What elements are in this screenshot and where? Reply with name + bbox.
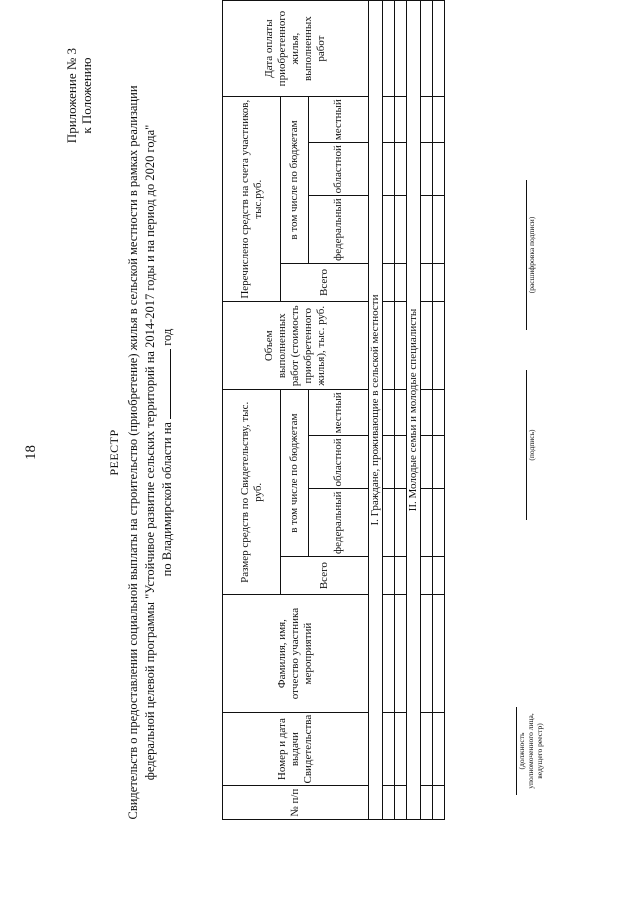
header-num: № п/п	[223, 786, 369, 820]
position-caption: (должность уполномоченного лица, ведущего реестр)	[517, 713, 544, 789]
appendix-label	[64, 48, 94, 143]
header-federal-2: федеральный	[309, 196, 369, 264]
header-including-1: в том числе по бюджетам	[281, 390, 309, 557]
header-certificate: Номер и дата выдачи Свидетельства	[223, 712, 369, 786]
year-blank[interactable]	[159, 349, 171, 419]
appendix-line-2: к Положению	[79, 57, 94, 134]
header-federal-1: федеральный	[309, 489, 369, 557]
section-row-2	[407, 1, 421, 820]
header-local-1: местный	[309, 390, 369, 436]
register-table	[222, 0, 445, 820]
appendix-line-1: Приложение № 3	[64, 48, 79, 144]
signature-block	[525, 370, 536, 520]
header-local-2: местный	[309, 97, 369, 143]
table-row	[421, 1, 433, 820]
header-full-name: Фамилия, имя, отчество участника мероприятий	[223, 595, 369, 712]
section-1-title: I. Граждане, проживающие в сельской местности	[369, 1, 383, 820]
table-row	[383, 1, 395, 820]
table-row	[395, 1, 407, 820]
register-subtitle	[125, 40, 176, 865]
header-total-1: Всего	[281, 556, 369, 594]
position-signature-block	[515, 707, 544, 795]
header-transferred: Перечислено средств на счета участников, тыс.руб.	[223, 97, 281, 302]
header-certificate-amount: Размер средств по Свидетельству, тыс. руб.	[223, 390, 281, 595]
header-total-2: Всего	[281, 263, 369, 301]
subtitle-line-1: Свидетельств о предоставлении социальной выплаты на строительство (приобретение) жилья в сельской местности в рамках реализации	[126, 85, 140, 820]
section-2-title: II. Молодые семьи и молодые специалисты	[407, 1, 421, 820]
decoding-block	[525, 180, 536, 330]
header-row-1	[223, 1, 281, 820]
register-title: РЕЕСТР	[107, 429, 121, 476]
signature-caption: (подпись)	[527, 429, 536, 461]
subtitle-year-word: год	[160, 328, 174, 346]
header-payment-date: Дата оплаты приобретенного жилья, выполненных работ	[223, 1, 369, 97]
subtitle-line-2: федеральной целевой программы "Устойчивое развитие сельских территорий на 2014-2017 годы и на период до 2020 года"	[143, 124, 157, 781]
table-row	[433, 1, 445, 820]
subtitle-region: по Владимирской области на	[160, 422, 174, 577]
header-including-2: в том числе по бюджетам	[281, 97, 309, 264]
section-row-1	[369, 1, 383, 820]
header-works-volume: Объем выполненных работ (стоимость приобретенного жилья), тыс. руб.	[223, 302, 369, 390]
decoding-caption: (расшифровка подписи)	[527, 216, 536, 294]
header-regional-1: областной	[309, 436, 369, 489]
header-regional-2: областной	[309, 143, 369, 196]
page-number: 18	[23, 445, 39, 460]
subtitle-line-3	[159, 40, 176, 865]
